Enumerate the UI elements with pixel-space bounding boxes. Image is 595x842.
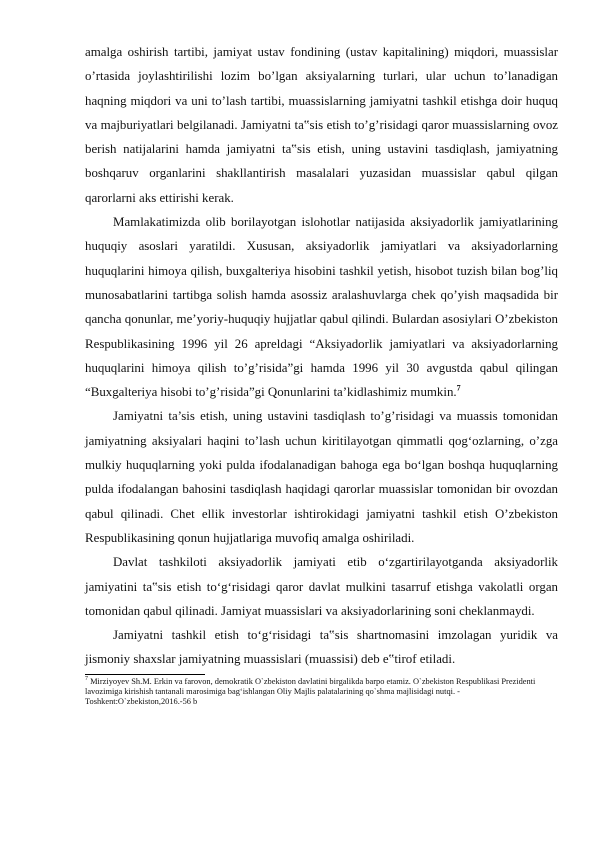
- paragraph-3: Jamiyatni ta’sis etish, uning ustavini tasdiqlash to’g’risidagi va muassis tomonidan jamiyatning aksiyalari haqini to’lash uchun kiritilayotgan qimmatli qog‘ozlarning, o’zga mulkiy huquqlarning yoki pulda ifodalanadigan bahoga ega bo‘lgan boshqa huquqlarning pulda ifodalangan bahosini tasdiqlash haqidagi qarorlar muassislar tomonidan bir ovozdan qabul qilinadi. Chet ellik investorlar ishtirokidagi jamiyatni tashkil etish O’zbekiston Respublikasining qonun hujjatlariga muvofiq amalga oshiriladi.: [85, 409, 558, 545]
- footnote-divider: [85, 674, 205, 675]
- paragraph-2: [85, 210, 558, 404]
- footnote: [85, 677, 558, 708]
- document-page: [85, 40, 558, 707]
- paragraph-5: Jamiyatni tashkil etish to‘g‘risidagi ta‟sis shartnomasini imzolagan yuridik va jismoniy shaxslar jamiyatning muassislari (muassisi) deb e‟tirof etiladi.: [85, 628, 558, 667]
- footnote-reference: 7: [456, 383, 461, 393]
- paragraph-4: Davlat tashkiloti aksiyadorlik jamiyati etib o‘zgartirilayotganda aksiyadorlik jamiyatini ta‟sis etish to‘g‘risidagi qaror davlat mulkini tasarruf etishga vakolatli organ tomonidan qabul qilinadi. Jamiyat muassislari va aksiyadorlarining soni cheklanmaydi.: [85, 555, 558, 618]
- footnote-text: Mirziyoyev Sh.M. Erkin va farovon, demokratik O`zbekiston davlatini birgalikda barpo etamiz. O`zbekiston Respublikasi Prezidenti lavozimiga kirishish tantanali marosimiga bag‘ishlangan Oliy Majlis palatalarining qo`shma majlisidagi nutqi. - Toshkent:O`zbekiston,2016.-56 b: [85, 676, 536, 707]
- paragraph-1: amalga oshirish tartibi, jamiyat ustav fondining (ustav kapitalining) miqdori, muassislar o’rtasida joylashtirilishi lozim bo’lgan aksiyalarning turlari, ular uchun to’lanadigan haqning miqdori va uni to’lash tartibi, muassislarning jamiyatni tashkil etishga doir huquq va majburiyatlari belgilanadi. Jamiyatni ta‟sis etish to’g’risidagi qaror muassislarning ovoz berish natijalarini hamda jamiyatni ta‟sis etish, uning ustavini tasdiqlash, jamiyatning boshqaruv organlarini shakllantirish masalalari yuzasidan muassislar qabul qilgan qarorlarni aks ettirishi kerak.: [85, 45, 558, 205]
- footnote-number: 7: [85, 675, 88, 682]
- paragraph-2-text: Mamlakatimizda olib borilayotgan islohotlar natijasida aksiyadorlik jamiyatlarining huquqiy asoslari yaratildi. Xususan, aksiyadorlik jamiyatlari va aksiyadorlarning huquqlarini himoya qilish, buxgalteriya hisobini tashkil yetish, hisobot tuzish bilan bog’liq munosabatlarini tartibga solish hamda asossiz aralashuvlarga chek qo’yish maqsadida bir qancha qonunlar, me’yoriy-huquqiy hujjatlar qabul qilindi. Bulardan asosiylari O’zbekiston Respublikasining 1996 yil 26 apreldagi “Aksiyadorlik jamiyatlari va aksiyadorlarning huquqlarini himoya qilish to’g’risida”gi hamda 1996 yil 30 avgustda qabul qilingan “Buxgalteriya hisobi to’g’risida”gi Qonunlarini ta’kidlashimiz mumkin.: [85, 215, 558, 400]
